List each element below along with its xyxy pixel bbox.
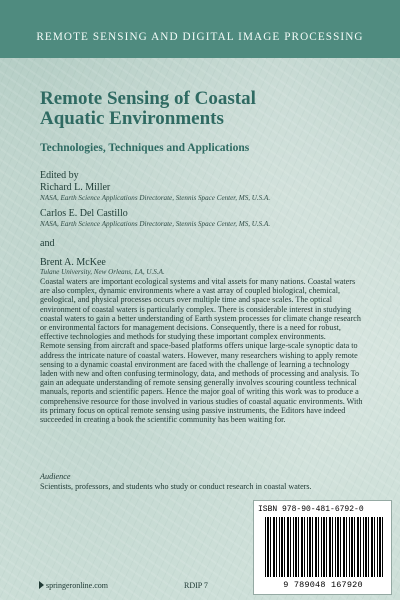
publisher-link[interactable]: [39, 581, 108, 590]
arrow-right-icon: [39, 581, 44, 589]
editor-affiliation: NASA, Earth Science Applications Directorate, Stennis Space Center, MS, U.S.A.: [40, 220, 271, 228]
edited-by-label: Edited by: [40, 170, 79, 181]
book-title-line-1: Remote Sensing of Coastal: [40, 88, 256, 109]
audience-heading: Audience: [40, 472, 71, 481]
book-title-line-2: Aquatic Environments: [40, 108, 224, 129]
barcode-icon: [265, 517, 383, 577]
publisher-link-text: springeronline.com: [46, 581, 108, 590]
editor-affiliation: NASA, Earth Science Applications Directorate, Stennis Space Center, MS, U.S.A.: [40, 194, 271, 202]
audience-text: Scientists, professors, and students who study or conduct research in coastal waters.: [40, 482, 312, 491]
description-paragraph: Coastal waters are important ecological systems and vital assets for many nations. Coastal waters are also complex, dynamic environments where a vast array of coupled biological, chemical, geological, and physical processes occurs over multiple time and space scales. The optical environment of coastal waters is particularly complex. There is considerable interest in studying coastal waters to gain a better understanding of Earth system processes for climate change research or environmental factors for management decisions. Consequently, there is a need for robust, effective technologies and methods for studying these important complex environments.: [40, 277, 361, 342]
editor-name: Carlos E. Del Castillo: [40, 208, 128, 219]
book-title: [40, 89, 385, 129]
editor-affiliation: Tulane University, New Orleans, LA, U.S.A.: [40, 268, 165, 276]
and-label: and: [40, 238, 55, 249]
barcode-number: 9 789048 167920: [283, 580, 363, 590]
series-number: RDIP 7: [184, 581, 208, 590]
editor-name: Richard L. Miller: [40, 182, 111, 193]
isbn-barcode-box: [253, 500, 392, 595]
editor-name: Brent A. McKee: [40, 257, 106, 268]
series-title: REMOTE SENSING AND DIGITAL IMAGE PROCESSING: [36, 31, 364, 43]
isbn-label: ISBN 978-90-481-6792-0: [258, 505, 364, 514]
series-banner: [0, 0, 400, 58]
description-paragraph: Remote sensing from aircraft and space-based platforms offers unique large-scale synoptic data to address the intricate nature of coastal waters. However, many researchers wishing to apply remote sensing to a dynamic coastal environment are faced with the challenge of learning a technology laden with new and often confusing terminology, data, and methods of processing and analysis. To gain an adequate understanding of remote sensing generally involves scouring countless technical manuals, reports and scientific papers. Hence the major goal of writing this work was to produce a comprehensive resource for those involved in various studies of coastal aquatic environments. With its primary focus on optical remote sensing using passive instruments, the Editors have indeed succeeded in creating a book the scientific community has been waiting for.: [40, 341, 363, 425]
book-subtitle: Technologies, Techniques and Applications: [40, 142, 250, 154]
book-description: [40, 277, 365, 424]
